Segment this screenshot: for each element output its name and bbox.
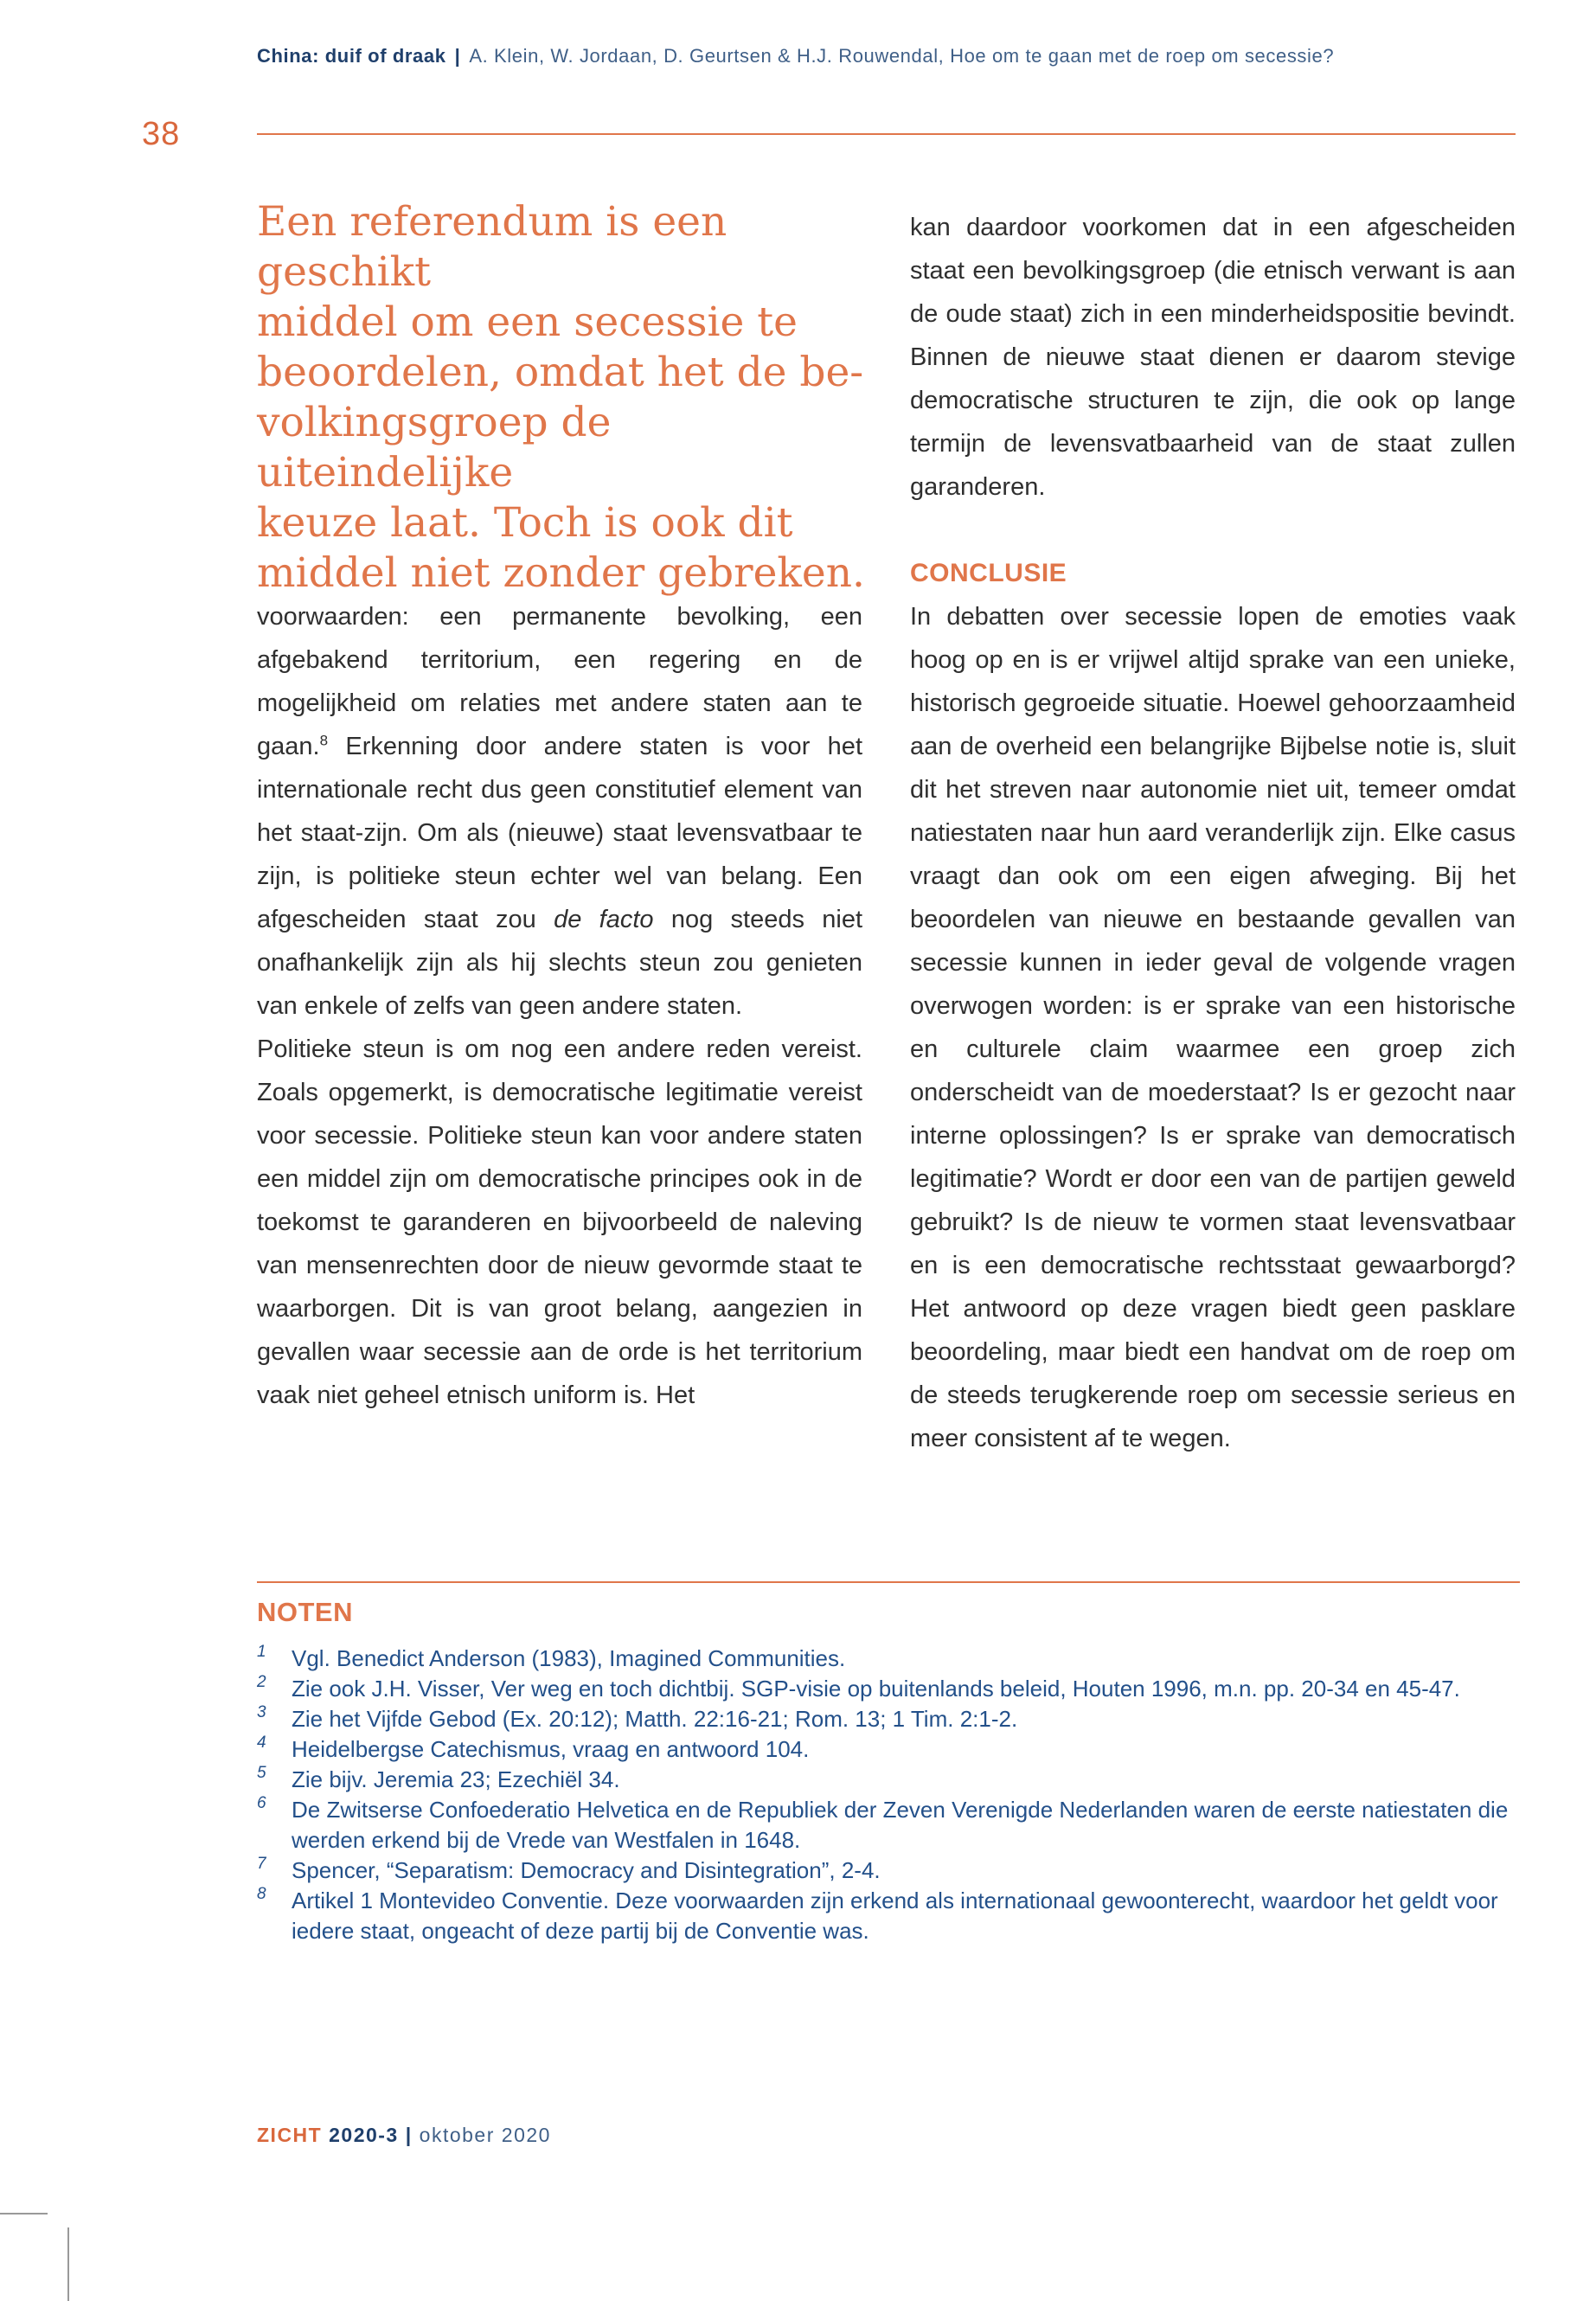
footnote-text: Zie ook J.H. Visser, Ver weg en toch dichtbij. SGP-visie op buitenlands beleid, Houten 1996, m.n. pp. 20-34 en 45-47. — [292, 1676, 1460, 1702]
footnote-number: 8 — [257, 1885, 266, 1903]
footnote-number: 2 — [257, 1673, 266, 1691]
footnote-text: De Zwitserse Confoederatio Helvetica en de Republiek der Zeven Verenigde Nederlanden waren de eerste natiestaten die werden erkend bij de Vrede van Westfalen in 1648. — [292, 1797, 1509, 1853]
notes-heading: NOTEN — [257, 1597, 353, 1627]
notes-rule — [257, 1581, 1520, 1583]
section-heading-conclusie: CONCLUSIE — [910, 559, 1067, 587]
footnote-reference[interactable]: 8 — [319, 732, 329, 749]
footnote-item — [257, 1674, 1520, 1704]
footer-separator: | — [405, 2124, 413, 2146]
page-number: 38 — [142, 116, 181, 152]
footnote-number: 1 — [257, 1643, 266, 1661]
right-column-top — [910, 206, 1516, 509]
pull-quote-line: middel niet zonder gebreken. — [257, 549, 865, 597]
italic-term: de facto — [554, 906, 654, 933]
footnote-number: 7 — [257, 1855, 266, 1873]
text-run: Erkenning door andere staten is voor het internationale recht dus geen constitutief element van het staat-zijn. Om als (nieuwe) staat levensvatbaar te zijn, is politieke steun echter wel van belang. Een afgescheiden staat zou — [257, 733, 862, 933]
footnote-number: 4 — [257, 1734, 266, 1752]
header-journal-title: China: duif of draak — [257, 45, 446, 67]
crop-mark — [67, 2227, 69, 2301]
right-column — [910, 552, 1516, 1460]
pull-quote-line: middel om een secessie te — [257, 298, 798, 346]
header-separator: | — [454, 45, 461, 67]
footnote-text: Zie bijv. Jeremia 23; Ezechiël 34. — [292, 1766, 620, 1792]
left-column — [257, 595, 862, 1417]
page-footer — [257, 2124, 551, 2147]
pull-quote-line: volkingsgroep de uiteindelijke — [257, 399, 612, 497]
pull-quote-line: beoordelen, omdat het de be- — [257, 349, 864, 396]
header-rule — [257, 133, 1516, 135]
footer-issue: 2020-3 — [329, 2124, 399, 2146]
pull-quote-line: Een referendum is een geschikt — [257, 198, 727, 296]
running-header — [257, 45, 1520, 67]
footnote-text: Zie het Vijfde Gebod (Ex. 20:12); Matth. 22:16-21; Rom. 13; 1 Tim. 2:1-2. — [292, 1706, 1018, 1732]
pull-quote-line: keuze laat. Toch is ook dit — [257, 499, 793, 547]
footer-magazine-name: ZICHT — [257, 2124, 323, 2146]
text-run: nog steeds niet onafhankelijk zijn als hij slechts steun zou genieten van enkele of zelfs van geen andere staten. — [257, 906, 863, 1020]
pull-quote — [257, 197, 880, 599]
footnote-item — [257, 1734, 1520, 1765]
paragraph: In debatten over secessie lopen de emoties vaak hoog op en is er vrijwel altijd sprake van een unieke, historisch gegroeide situatie. Hoewel gehoorzaamheid aan de overheid een belangrijke Bijbelse notie is, sluit dit het streven naar autonomie niet uit, temeer omdat natiestaten naar hun aard veranderlijk zijn. Elke casus vraagt dan ook om een eigen afweging. Bij het beoordelen van nieuwe en bestaande gevallen van secessie kunnen in ieder geval de volgende vragen overwogen worden: is er sprake van een historische en culturele claim waarmee een groep zich onderscheidt van de moederstaat? Is er gezocht naar interne oplossingen? Is er sprake van democratisch legitimatie? Wordt er door een van de partijen geweld gebruikt? Is de nieuw te vormen staat levensvatbaar en is een democratische rechtsstaat gewaarborgd? Het antwoord op deze vragen biedt geen pasklare beoordeling, maar biedt een handvat om de roep om de steeds terugkerende roep om secessie serieus en meer consistent af te wegen. — [910, 603, 1516, 1452]
header-article-citation: A. Klein, W. Jordaan, D. Geurtsen & H.J. Rouwendal, Hoe om te gaan met de roep om secessie? — [469, 45, 1335, 67]
footnote-item — [257, 1644, 1520, 1674]
footnotes-list — [257, 1644, 1520, 1946]
paragraph: kan daardoor voorkomen dat in een afgescheiden staat een bevolkingsgroep (die etnisch verwant is aan de oude staat) zich in een minderheidspositie bevindt. Binnen de nieuwe staat dienen er daarom stevige democratische structuren te zijn, die ook op lange termijn de levensvatbaarheid van de staat zullen garanderen. — [910, 214, 1516, 501]
paragraph — [257, 595, 862, 1028]
footnote-text: Heidelbergse Catechismus, vraag en antwoord 104. — [292, 1736, 810, 1762]
footnote-number: 5 — [257, 1764, 266, 1782]
footnote-number: 6 — [257, 1794, 266, 1812]
footnote-item — [257, 1795, 1520, 1856]
footnote-item — [257, 1704, 1520, 1734]
footnote-text: Vgl. Benedict Anderson (1983), Imagined Communities. — [292, 1645, 846, 1671]
paragraph: Politieke steun is om nog een andere reden vereist. Zoals opgemerkt, is democratische legitimatie vereist voor secessie. Politieke steun kan voor andere staten een middel zijn om democratische principes ook in de toekomst te garanderen en bijvoorbeeld de naleving van mensenrechten door de nieuw gevormde staat te waarborgen. Dit is van groot belang, aangezien in gevallen waar secessie aan de orde is het territorium vaak niet geheel etnisch uniform is. Het — [257, 1035, 862, 1409]
footnote-item — [257, 1856, 1520, 1886]
footnote-text: Artikel 1 Montevideo Conventie. Deze voorwaarden zijn erkend als internationaal gewoonterecht, waardoor het geldt voor iedere staat, ongeacht of deze partij bij de Conventie was. — [292, 1888, 1498, 1944]
footer-date: oktober 2020 — [419, 2124, 551, 2146]
text-run: voorwaarden: een permanente bevolking, een afgebakend territorium, een regering en de mogelijkheid om relaties met andere staten aan te gaan. — [257, 603, 862, 760]
footnote-item — [257, 1886, 1520, 1946]
footnote-text: Spencer, “Separatism: Democracy and Disintegration”, 2-4. — [292, 1857, 881, 1883]
footnote-item — [257, 1765, 1520, 1795]
footnote-number: 3 — [257, 1703, 266, 1721]
crop-mark — [0, 2213, 48, 2214]
